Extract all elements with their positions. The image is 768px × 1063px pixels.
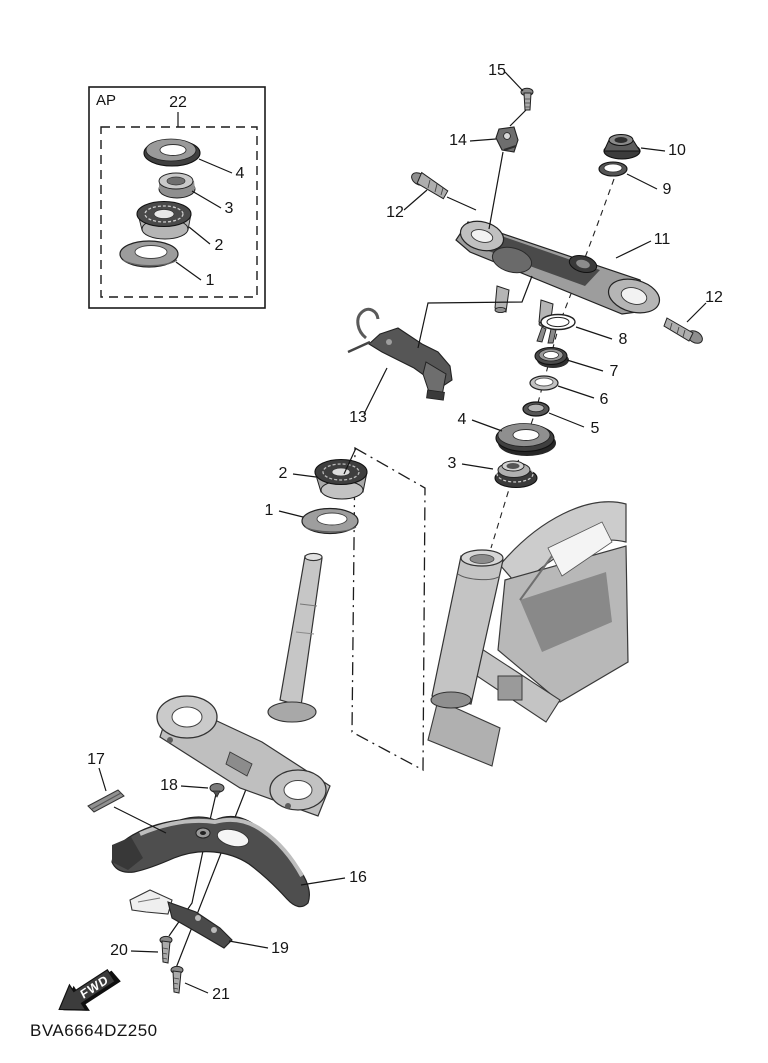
callout-12-right: 12 bbox=[705, 289, 723, 306]
callout-1-inset: 1 bbox=[205, 272, 215, 289]
fender-stay bbox=[130, 890, 232, 948]
bolt-part15 bbox=[521, 88, 533, 110]
callout-20: 20 bbox=[110, 942, 128, 959]
callout-15: 15 bbox=[488, 62, 506, 79]
callout-9: 9 bbox=[662, 181, 672, 198]
callout-8: 8 bbox=[618, 331, 628, 348]
bracket-part14 bbox=[496, 127, 518, 152]
callout-13: 13 bbox=[349, 409, 367, 426]
assembly-zone-outline bbox=[352, 448, 425, 770]
lower-triple-clamp bbox=[157, 696, 330, 816]
callout-3-main: 3 bbox=[447, 455, 457, 472]
front-fender bbox=[112, 816, 309, 906]
stem-nut-part10 bbox=[604, 135, 640, 160]
callout-14: 14 bbox=[449, 132, 467, 149]
callout-22: 22 bbox=[169, 94, 187, 111]
ring-part5 bbox=[523, 402, 549, 416]
callout-18: 18 bbox=[160, 777, 178, 794]
washer-part6 bbox=[530, 376, 558, 390]
callout-21: 21 bbox=[212, 986, 230, 1003]
callout-2-inset: 2 bbox=[214, 237, 224, 254]
flange-bolt-part12-left bbox=[409, 170, 448, 199]
flange-bolt-part12-right bbox=[664, 318, 705, 346]
upper-triple-clamp bbox=[456, 217, 663, 327]
bearing-part2-inset bbox=[137, 202, 191, 240]
callout-3-inset: 3 bbox=[224, 200, 234, 217]
callout-6: 6 bbox=[599, 391, 609, 408]
seal-ring-part1-main bbox=[302, 509, 358, 534]
callout-4-inset: 4 bbox=[235, 165, 245, 182]
inset-box bbox=[89, 87, 265, 308]
seal-ring-part1-inset bbox=[120, 241, 178, 267]
callout-5: 5 bbox=[590, 420, 600, 437]
bolt-part21 bbox=[171, 966, 183, 993]
ring-nut-part7 bbox=[535, 348, 569, 369]
callout-19: 19 bbox=[271, 940, 289, 957]
callout-16: 16 bbox=[349, 869, 367, 886]
bolt-part20 bbox=[160, 936, 172, 963]
callout-2-main: 2 bbox=[278, 465, 288, 482]
callout-11: 11 bbox=[653, 231, 671, 248]
bearing-part2-main bbox=[315, 460, 367, 500]
bearing-part3-main bbox=[495, 461, 537, 488]
callout-12-left: 12 bbox=[386, 204, 404, 221]
bolt15-axis-line bbox=[510, 110, 526, 126]
bearing-part3-inset bbox=[159, 173, 195, 198]
diagram-code: BVA6664DZ250 bbox=[30, 1021, 158, 1040]
screw-part18 bbox=[210, 784, 224, 798]
callout-7: 7 bbox=[609, 363, 619, 380]
cable-guide-part13 bbox=[348, 309, 452, 400]
bracket14-axis-line bbox=[489, 152, 503, 229]
callout-1-main: 1 bbox=[264, 502, 274, 519]
washer-part9 bbox=[599, 162, 627, 176]
steering-stem bbox=[280, 553, 322, 706]
callout-10: 10 bbox=[668, 142, 686, 159]
callout-17: 17 bbox=[87, 751, 105, 768]
callout-4-main: 4 bbox=[457, 411, 467, 428]
dust-seal-part4-main bbox=[496, 424, 556, 457]
fwd-label: FWD bbox=[78, 972, 111, 1002]
fwd-arrow bbox=[51, 960, 125, 1024]
inset-ap-label: AP bbox=[96, 92, 117, 109]
